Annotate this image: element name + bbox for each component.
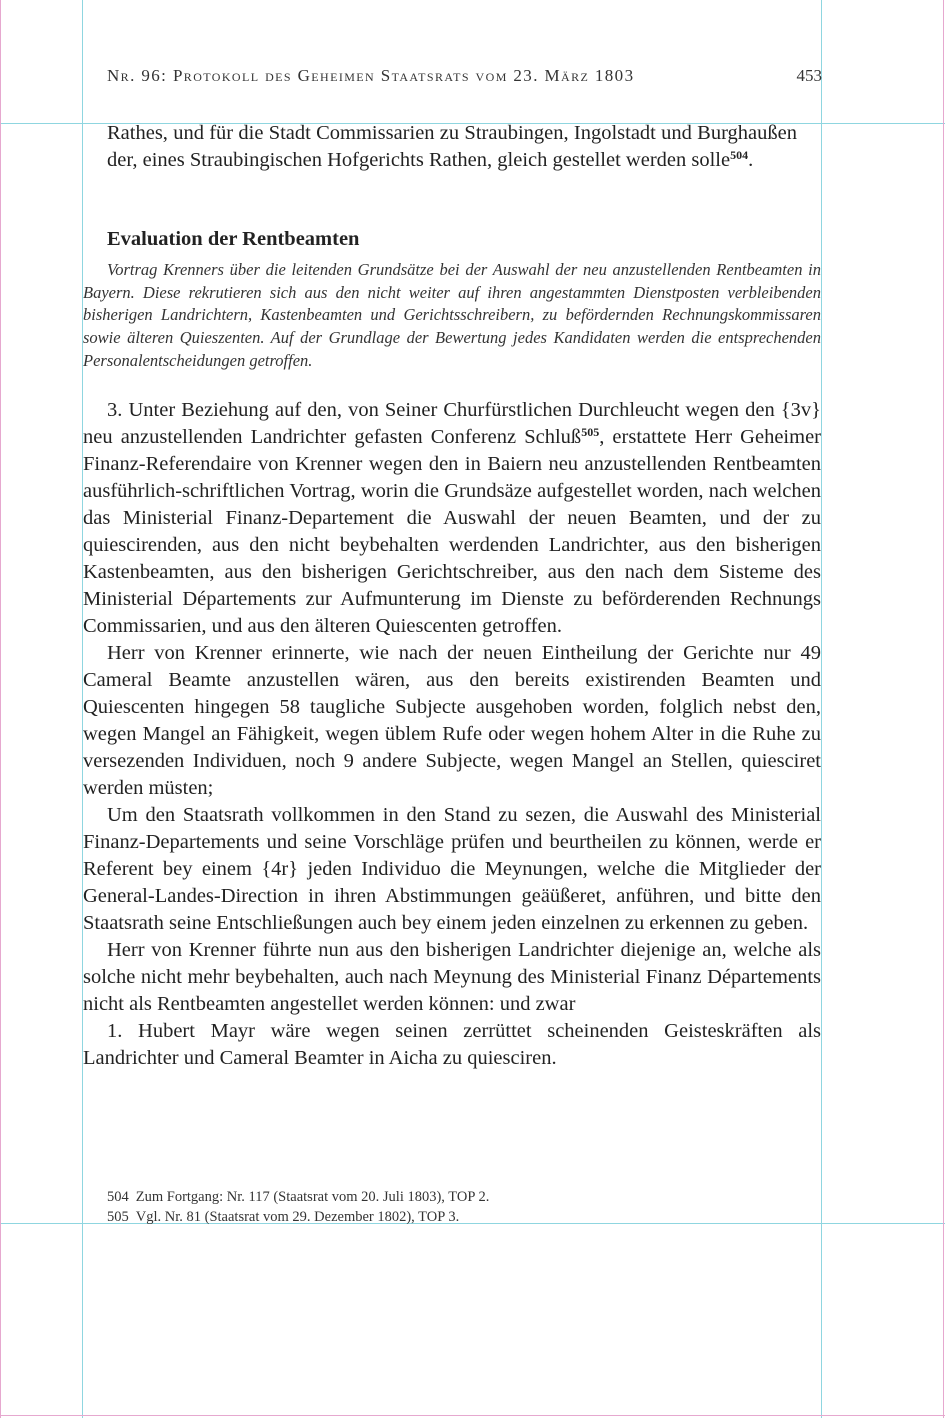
section-summary: Vortrag Krenners über die leitenden Grundsätze bei der Auswahl der neu anzustellenden Rentbeamten in Bayern. Diese rekrutieren sich aus den nicht weiter auf ihren angestammten Dienstposten verbleibenden bisherigen Landrichtern, Kastenbeamten und Gerichtsschreibern, zu befördernden Rechnungskommissaren sowie älteren Quieszenten. Auf der Grundlage der Bewertung jedes Kandidaten werden die entsprechenden Personalentscheidungen getroffen. [83,260,821,370]
footnote-ref-505[interactable]: 505 [581,425,600,439]
paragraph: Um den Staatsrath vollkommen in den Stand zu sezen, die Auswahl des Ministerial Finanz-Departements und seine Vorschläge prüfen und beurtheilen zu können, werde er Referent bey einem {4r} jeden Individuo die Meynungen, welche die Mitglieder der General-Landes-Direction in ihren Abstimmungen geäüßeret, anführen, und bitte den Staatsrath seine Entschließungen auch bey einem jeden einzelnen zu erkennen zu geben. [83,804,821,934]
footnote-number: 505 [107,1209,129,1225]
page-number: 453 [796,66,822,85]
page-edge-bottom [0,1415,945,1416]
paragraph-text: , erstattete Herr Geheimer Finanz-Referendaire von Krenner wegen den in Baiern neu anzustellenden Rentbeamten ausführlich-schriftlichen Vortrag, worin die Grundsäze aufgestellet worden, nach welchen das Ministerial Finanz-Departement die Auswahl der neuen Beamten, und der zu quiescirenden, aus den nicht beybehalten werdenden Landrichter, aus den bisherigen Kastenbeamten, aus den bisherigen Gerichtschreiber, aus den nach dem Sisteme des Ministerial Départements zur Aufmunterung im Dienste zu beförderenden Rechnungs Commissarien, und aus den älteren Quiescenten getroffen. [83,426,821,637]
footnotes [107,1187,807,1227]
footnote-text: Vgl. Nr. 81 (Staatsrat vom 29. Dezember 1802), TOP 3. [135,1209,460,1225]
footnote [107,1187,807,1207]
continued-text: Rathes, und für die Stadt Commissarien zu Straubingen, Ingolstadt und Burghaußen der, eines Straubingischen Hofgerichts Rathen, gleich gestellet werden solle [107,122,797,171]
page-edge-right [943,0,944,1418]
footnote-text: Zum Fortgang: Nr. 117 (Staatsrat vom 20. Juli 1803), TOP 2. [135,1189,490,1205]
margin-guide-right [821,0,822,1418]
paragraph [83,397,821,640]
footnote-number: 504 [107,1189,129,1205]
running-header [107,66,822,86]
paragraph: Herr von Krenner erinnerte, wie nach der neuen Eintheilung der Gerichte nur 49 Cameral Beamte anzustellen wären, aus den bereits existirenden Beamten und Quiescenten hingegen 58 taugliche Subjecte ausgehoben worden, folglich nebst den, wegen Mangel an Fähigkeit, wegen üblem Rufe oder wegen hohem Alter in die Ruhe zu versezenden Individuen, noch 9 andere Subjecte, wegen Mangel an Stellen, quiesciret werden müsten; [83,642,821,799]
running-title: Nr. 96: Protokoll des Geheimen Staatsrats vom 23. März 1803 [107,66,635,85]
continued-paragraph [107,120,797,174]
continued-end: . [748,149,754,171]
paragraph: Herr von Krenner führte nun aus den bisherigen Landrichter diejenige an, welche als solche nicht mehr beybehalten, auch nach Meynung des Ministerial Finanz Départements nicht als Rentbeamten angestellet werden können: und zwar [83,939,821,1015]
paragraph: 1. Hubert Mayr wäre wegen seinen zerrüttet scheinenden Geisteskräften als Landrichter und Cameral Beamter in Aicha zu quiesciren. [83,1020,821,1069]
footnote [107,1207,807,1227]
footnote-ref-504[interactable]: 504 [730,148,749,162]
paragraph-text: 3. Unter Beziehung auf den, von Seiner Churfürstlichen Durchleucht wegen den {3v} neu anzustellenden Landrichter gefasten Conferenz Schluß [83,399,821,448]
section-heading: Evaluation der Rentbeamten [107,228,360,250]
body-text [83,397,821,1072]
page-edge-left [0,0,1,1418]
